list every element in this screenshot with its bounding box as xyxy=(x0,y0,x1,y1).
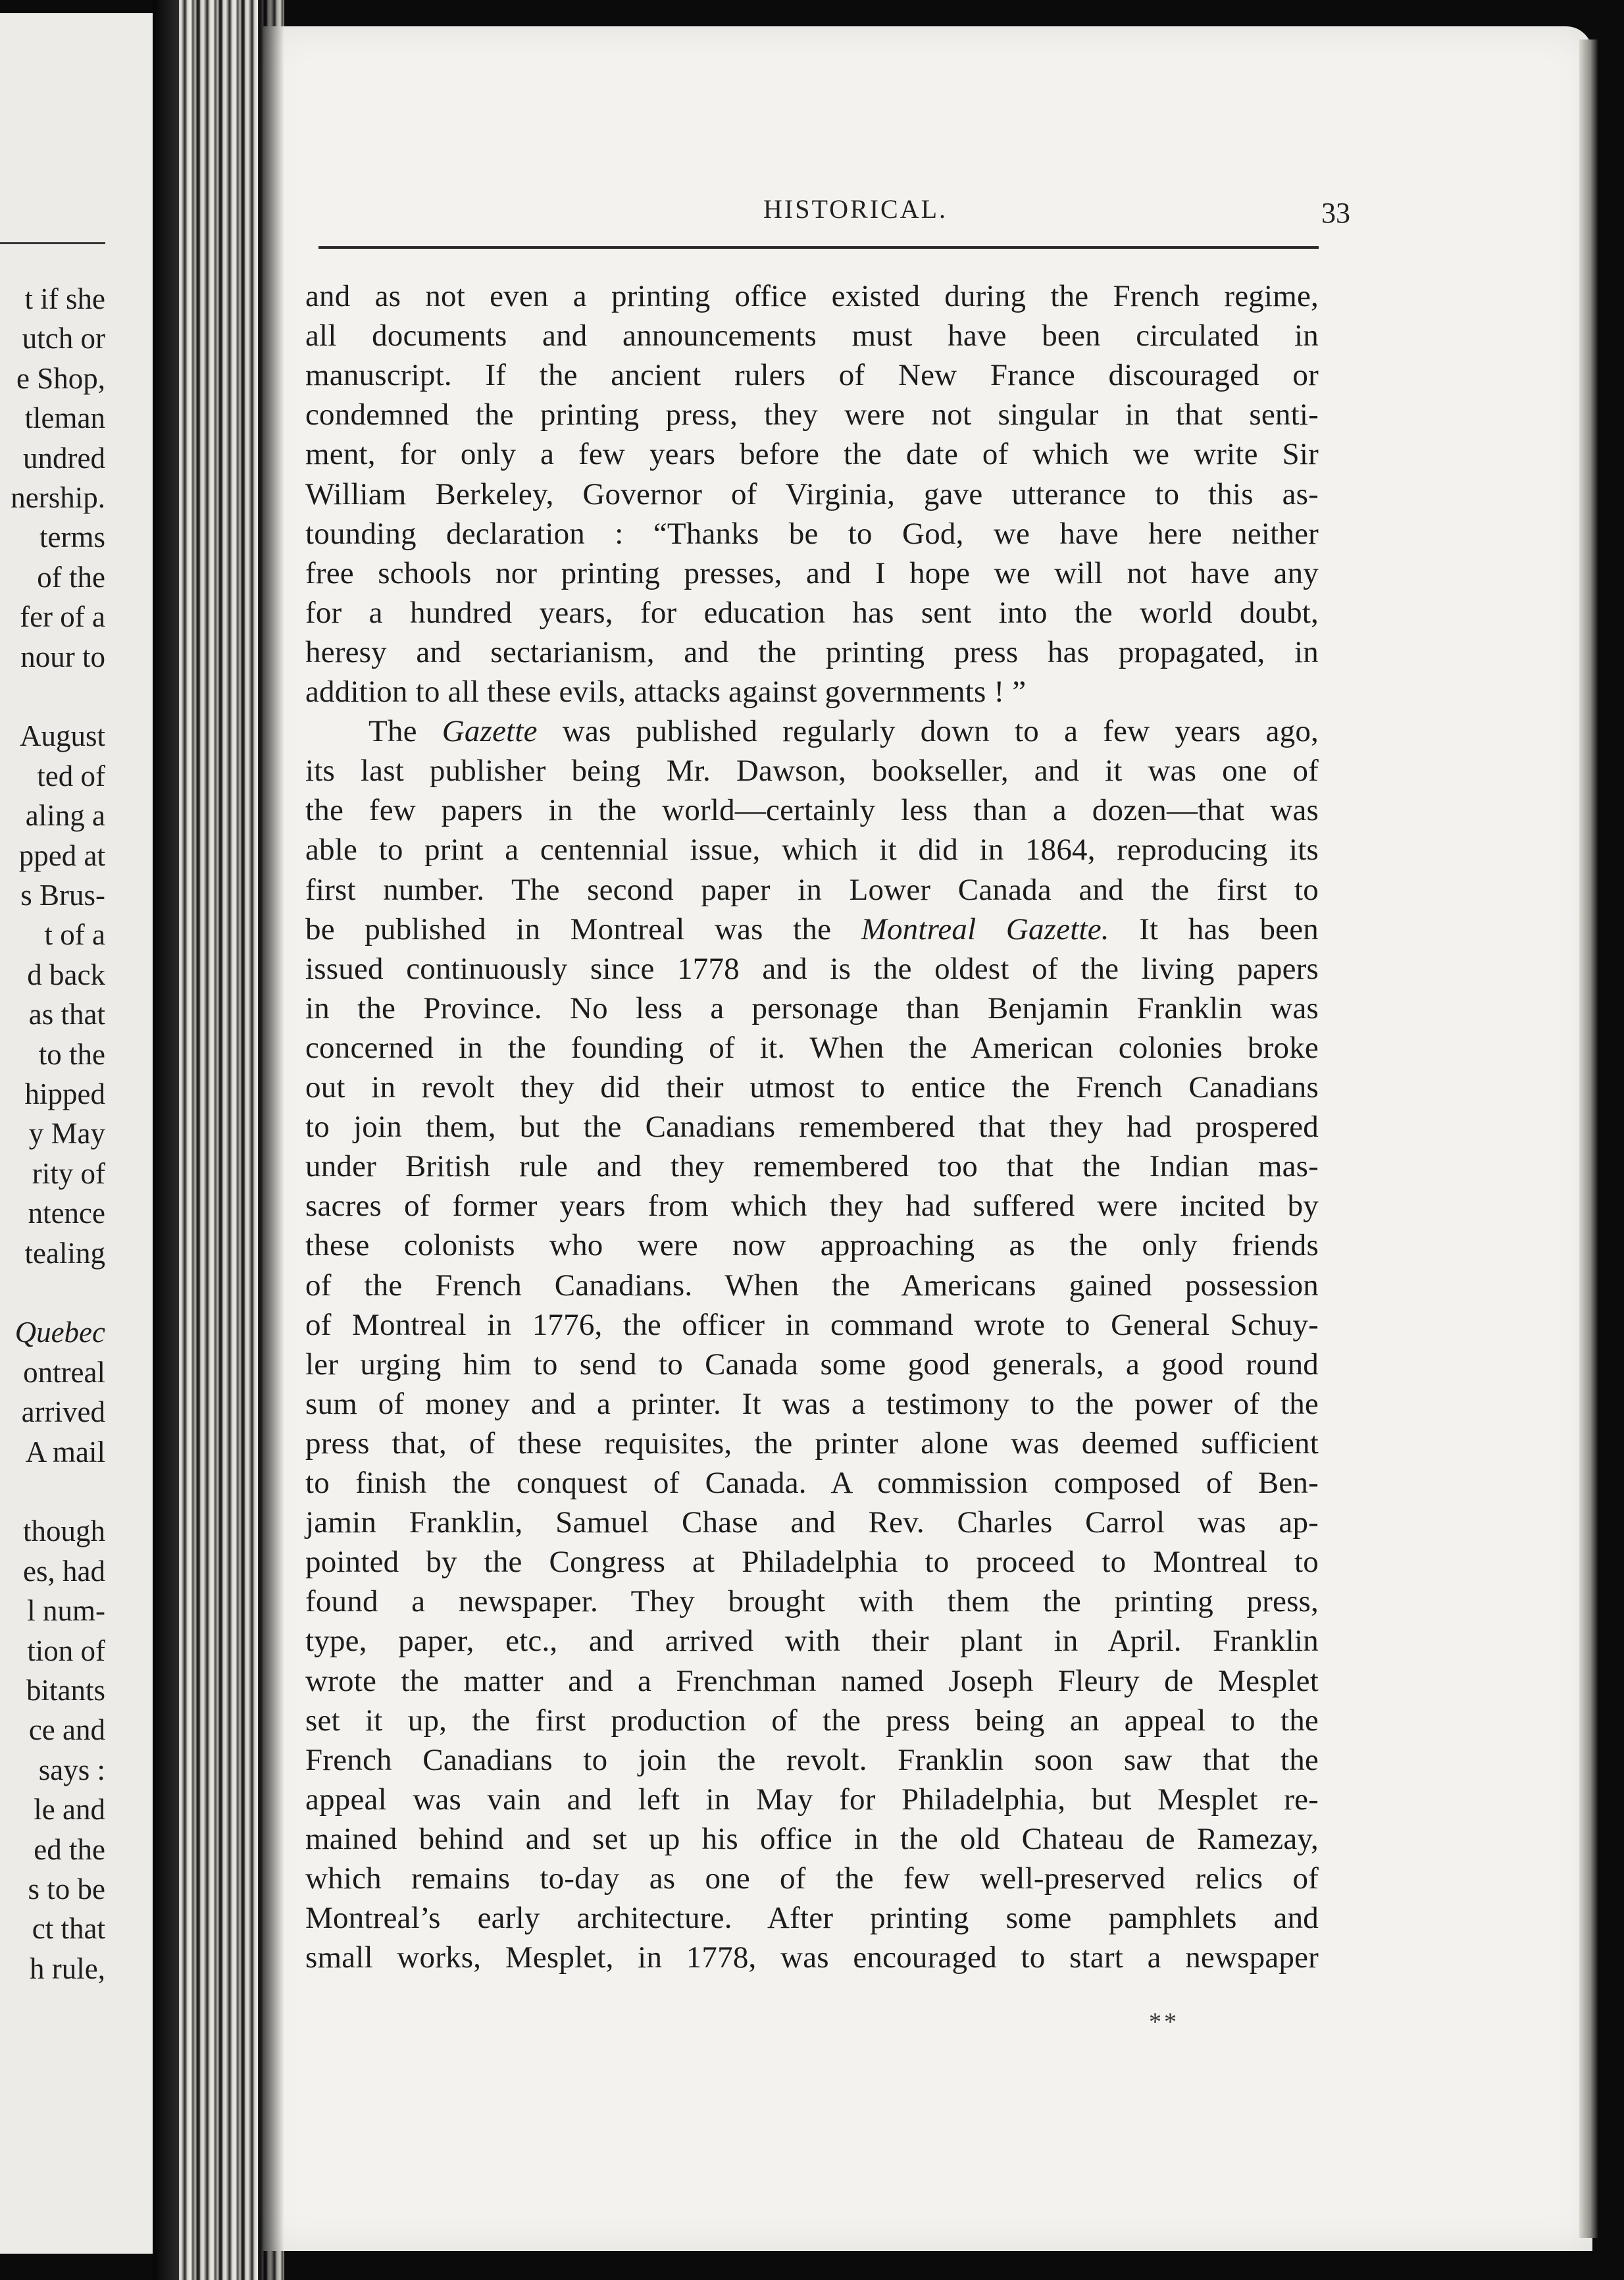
previous-page-line: y May xyxy=(28,1117,105,1151)
previous-page-line: as that xyxy=(28,998,105,1031)
previous-page-line: A mail xyxy=(25,1435,105,1468)
previous-page-line: fer of a xyxy=(20,600,105,634)
previous-page-line: Quebec xyxy=(14,1316,105,1349)
previous-page-line: hipped xyxy=(24,1077,105,1110)
text-line: in the Province. No less a personage than Benjamin Franklin was xyxy=(305,991,1319,1025)
previous-page-line: bitants xyxy=(26,1674,105,1707)
previous-page-line: of the xyxy=(37,560,105,594)
previous-page-line: nour to xyxy=(20,640,105,673)
previous-page-line: ntence xyxy=(28,1197,105,1230)
previous-page-line: tleman xyxy=(24,402,105,435)
text-line: these colonists who were now approaching as the only friends xyxy=(305,1228,1319,1263)
previous-page-line: pped at xyxy=(18,839,105,872)
previous-page-head-rule xyxy=(0,242,105,244)
text-run: was published regularly down to a few years ago, xyxy=(537,714,1319,749)
text-line: able to print a centennial issue, which it did in 1864, reproducing its xyxy=(305,833,1319,868)
previous-page-line: d back xyxy=(27,958,105,991)
text-line: Montreal’s early architecture. After printing some pamphlets and xyxy=(305,1901,1319,1936)
text-line: for a hundred years, for education has sent into the world doubt, xyxy=(305,595,1319,630)
previous-page-line: e Shop, xyxy=(16,361,105,395)
previous-page-line: le and xyxy=(34,1793,105,1827)
text-line: of Montreal in 1776, the officer in command wrote to General Schuy- xyxy=(305,1307,1319,1342)
text-line: press that, of these requisites, the printer alone was deemed sufficient xyxy=(305,1426,1319,1461)
ornament-asterisks: ** xyxy=(1149,2008,1179,2036)
previous-page-line: undred xyxy=(23,441,105,475)
text-line: ment, for only a few years before the date of which we write Sir xyxy=(305,437,1319,472)
text-line: first number. The second paper in Lower Canada and the first to xyxy=(305,872,1319,907)
previous-page-line: nership. xyxy=(11,481,105,514)
running-title: HISTORICAL. xyxy=(763,194,948,224)
previous-page-line: terms xyxy=(39,521,105,554)
text-line: found a newspaper. They brought with them the printing press, xyxy=(305,1584,1319,1619)
text-line: addition to all these evils, attacks against governments ! ” xyxy=(305,675,1027,709)
previous-page-line: h rule, xyxy=(30,1952,105,1985)
gutter-shadow-left xyxy=(153,0,179,2280)
text-line: sacres of former years from which they had suffered were incited by xyxy=(305,1189,1319,1224)
text-line: set it up, the first production of the press being an appeal to the xyxy=(305,1703,1319,1738)
previous-page-fragment xyxy=(0,13,153,2254)
previous-page-line: though xyxy=(22,1515,105,1548)
running-head xyxy=(318,194,1582,240)
text-line: manuscript. If the ancient rulers of New France discouraged or xyxy=(305,358,1319,393)
text-line: free schools nor printing presses, and I hope we will not have any xyxy=(305,556,1319,590)
previous-page-line: es, had xyxy=(23,1554,105,1588)
previous-page-line: s Brus- xyxy=(20,879,105,912)
text-line xyxy=(305,910,1319,949)
gutter-shadow-right xyxy=(258,0,284,2280)
text-run: It has been xyxy=(1109,912,1319,946)
previous-page-line: s to be xyxy=(28,1873,105,1905)
page-number: 33 xyxy=(1321,197,1350,229)
text-line: the few papers in the world—certainly less than a dozen—that was xyxy=(305,793,1319,828)
previous-page-line: ed the xyxy=(34,1832,105,1866)
text-line: type, paper, etc., and arrived with their plant in April. Franklin xyxy=(305,1624,1319,1659)
previous-page-line: ct that xyxy=(32,1912,105,1946)
text-line: to join them, but the Canadians remembered that they had prospered xyxy=(305,1110,1319,1145)
text-line: sum of money and a printer. It was a testimony to the power of the xyxy=(305,1386,1319,1421)
text-line: heresy and sectarianism, and the printing press has propagated, in xyxy=(305,635,1319,669)
previous-page-line: ce and xyxy=(28,1713,105,1747)
previous-page-line: ontreal xyxy=(23,1355,105,1389)
text-line: and as not even a printing office existed during the French regime, xyxy=(305,279,1319,313)
text-line xyxy=(305,712,1319,751)
text-line: out in revolt they did their utmost to entice the French Canadians xyxy=(305,1070,1319,1104)
text-line: of the French Canadians. When the Americans gained possession xyxy=(305,1268,1319,1303)
text-line: small works, Mesplet, in 1778, was encouraged to start a newspaper xyxy=(305,1940,1319,1975)
previous-page-line: utch or xyxy=(22,322,105,355)
italic-title: Gazette xyxy=(442,714,538,749)
previous-page-line: aling a xyxy=(25,799,105,833)
text-line: appeal was vain and left in May for Philadelphia, but Mesplet re- xyxy=(305,1782,1319,1817)
text-line: pointed by the Congress at Philadelphia to proceed to Montreal to xyxy=(305,1545,1319,1580)
text-line: its last publisher being Mr. Dawson, bookseller, and it was one of xyxy=(305,754,1319,789)
text-run: The xyxy=(368,714,442,749)
text-line: ler urging him to send to Canada some good generals, a good round xyxy=(305,1347,1319,1382)
text-line: jamin Franklin, Samuel Chase and Rev. Charles Carrol was ap- xyxy=(305,1505,1319,1540)
previous-page-line: ted of xyxy=(37,759,105,792)
text-line: to finish the conquest of Canada. A commission composed of Ben- xyxy=(305,1466,1319,1500)
previous-page-line: tealing xyxy=(24,1236,105,1270)
text-line: William Berkeley, Governor of Virginia, gave utterance to this as- xyxy=(305,477,1319,511)
text-line: under British rule and they remembered too that the Indian mas- xyxy=(305,1149,1319,1184)
previous-page-line: t if she xyxy=(24,282,105,315)
text-line: condemned the printing press, they were not singular in that senti- xyxy=(305,398,1319,432)
italic-title: Montreal Gazette. xyxy=(861,912,1109,946)
page-33 xyxy=(263,26,1592,2251)
text-line: wrote the matter and a Frenchman named Joseph Fleury de Mesplet xyxy=(305,1663,1319,1698)
text-line: French Canadians to join the revolt. Franklin soon saw that the xyxy=(305,1742,1319,1777)
text-line: tounding declaration : “Thanks be to God, we have here neither xyxy=(305,516,1319,551)
page-edge xyxy=(1579,39,1598,2238)
text-line: mained behind and set up his office in the old Chateau de Ramezay, xyxy=(305,1821,1319,1856)
previous-page-line: l num- xyxy=(27,1594,105,1628)
head-rule xyxy=(318,246,1319,249)
previous-page-line: t of a xyxy=(44,918,105,952)
previous-page-line: arrived xyxy=(21,1395,105,1429)
previous-page-line: says : xyxy=(38,1753,105,1786)
previous-page-line: tion of xyxy=(27,1634,105,1667)
text-line: all documents and announcements must have been circulated in xyxy=(305,319,1319,353)
text-line: which remains to-day as one of the few well-preserved relics of xyxy=(305,1861,1319,1896)
previous-page-line: rity of xyxy=(32,1156,105,1190)
text-line: concerned in the founding of it. When the American colonies broke xyxy=(305,1030,1319,1065)
previous-page-line: to the xyxy=(38,1037,105,1071)
text-run: be published in Montreal was the xyxy=(305,912,861,946)
previous-page-line: August xyxy=(19,719,105,753)
text-line: issued continuously since 1778 and is the oldest of the living papers xyxy=(305,951,1319,986)
